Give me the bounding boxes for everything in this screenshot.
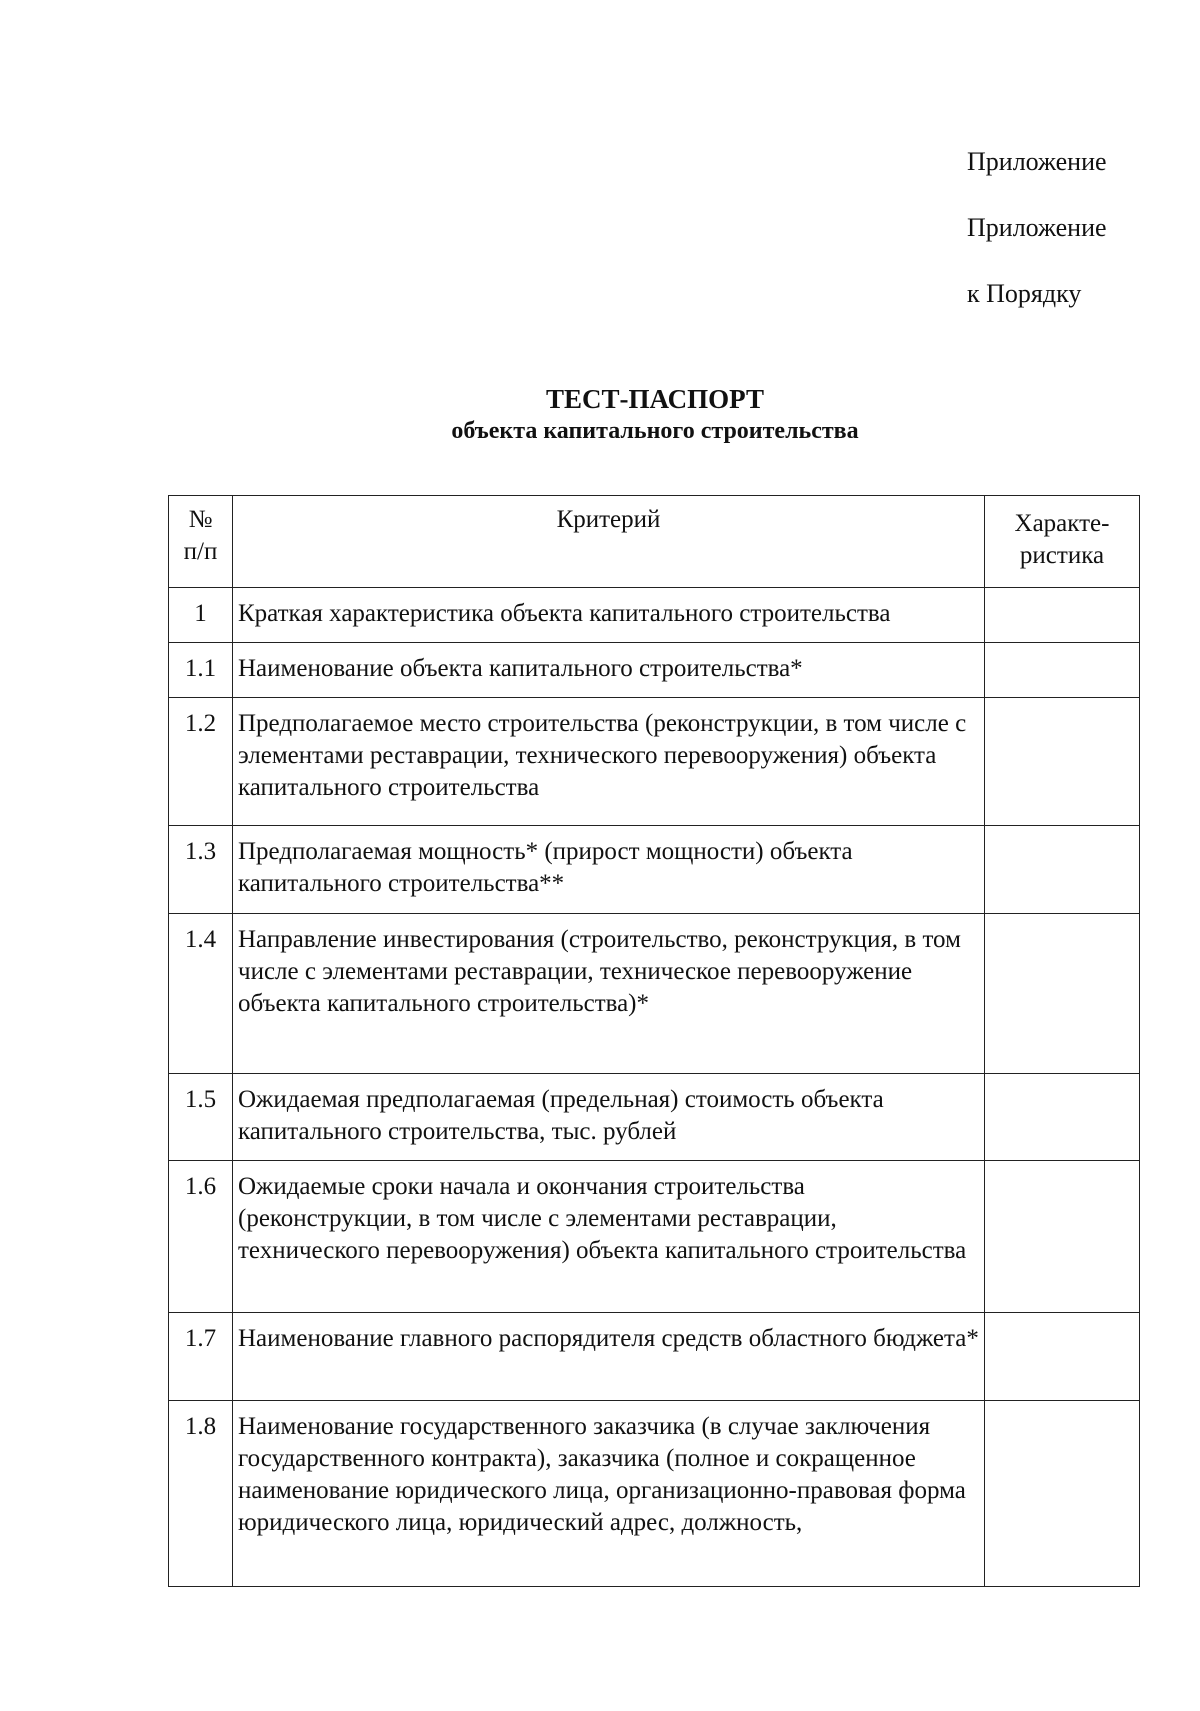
appendix-reference: к Порядку (967, 279, 1082, 308)
column-header-number-line1: № (188, 506, 213, 533)
row-criterion: Ожидаемые сроки начала и окончания строительства (реконструкции, в том числе с элементами реставрации, технического перевооружения) объекта капитального строительства (233, 1161, 985, 1313)
column-header-characteristic (985, 496, 1140, 588)
passport-table (168, 495, 1140, 1587)
row-number: 1.8 (169, 1401, 233, 1587)
appendix-label-2: Приложение (967, 213, 1107, 242)
row-number: 1.3 (169, 826, 233, 914)
row-characteristic (985, 643, 1140, 698)
row-number: 1.5 (169, 1074, 233, 1161)
row-number: 1.4 (169, 914, 233, 1074)
row-characteristic (985, 1074, 1140, 1161)
row-number: 1.2 (169, 698, 233, 826)
table-row (169, 643, 1140, 698)
row-number: 1.1 (169, 643, 233, 698)
row-characteristic (985, 914, 1140, 1074)
appendix-label-1: Приложение (967, 147, 1107, 176)
row-number: 1.7 (169, 1313, 233, 1401)
column-header-characteristic-line2: ристика (1019, 542, 1105, 569)
row-characteristic (985, 588, 1140, 643)
table-row (169, 698, 1140, 826)
table-header-row (169, 496, 1140, 588)
document-title: ТЕСТ-ПАСПОРТ (545, 384, 764, 414)
column-header-number (169, 496, 233, 588)
column-header-characteristic-line1: Характе- (1014, 510, 1110, 537)
row-criterion: Предполагаемая мощность* (прирост мощности) объекта капитального строительства** (233, 826, 985, 914)
table-row (169, 588, 1140, 643)
row-characteristic (985, 1161, 1140, 1313)
row-characteristic (985, 1401, 1140, 1587)
row-criterion: Предполагаемое место строительства (реконструкции, в том числе с элементами реставрации, технического перевооружения) объекта капитального строительства (233, 698, 985, 826)
table-row (169, 1074, 1140, 1161)
row-number: 1.6 (169, 1161, 233, 1313)
row-criterion: Краткая характеристика объекта капитального строительства (233, 588, 985, 643)
row-criterion: Наименование главного распорядителя средств областного бюджета* (233, 1313, 985, 1401)
row-criterion: Наименование государственного заказчика (в случае заключения государственного контракта), заказчика (полное и сокращенное наименование юридического лица, организационно-правовая форма юридического лица, юридический адрес, должность, (233, 1401, 985, 1587)
row-criterion: Направление инвестирования (строительство, реконструкция, в том числе с элементами реставрации, техническое перевооружение объекта капитального строительства)* (233, 914, 985, 1074)
table-row (169, 1161, 1140, 1313)
column-header-number-line2: п/п (183, 538, 218, 565)
table-row (169, 826, 1140, 914)
document-subtitle: объекта капитального строительства (451, 418, 859, 444)
row-characteristic (985, 698, 1140, 826)
row-criterion: Ожидаемая предполагаемая (предельная) стоимость объекта капитального строительства, тыс. рублей (233, 1074, 985, 1161)
row-characteristic (985, 826, 1140, 914)
row-characteristic (985, 1313, 1140, 1401)
row-criterion: Наименование объекта капитального строительства* (233, 643, 985, 698)
table-row (169, 1313, 1140, 1401)
table-row (169, 1401, 1140, 1587)
table-row (169, 914, 1140, 1074)
row-number: 1 (169, 588, 233, 643)
column-header-criterion: Критерий (233, 496, 985, 588)
